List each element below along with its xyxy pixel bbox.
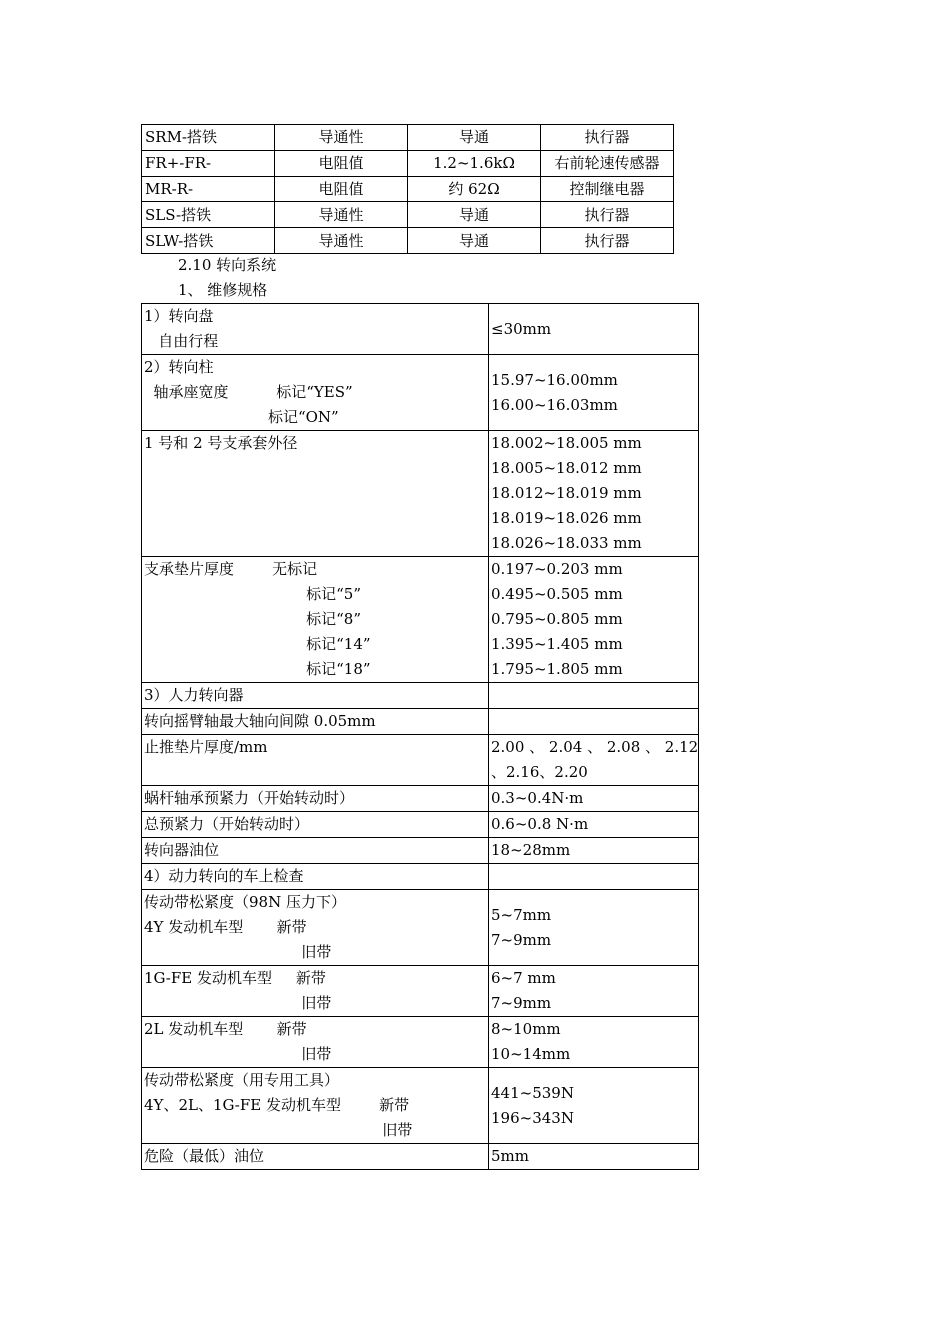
spec-value-cell	[489, 355, 699, 431]
spec-item-line: 标记“8”	[144, 610, 361, 628]
spec-item-line: 1 号和 2 号支承套外径	[144, 434, 298, 452]
spec-value-cell	[489, 304, 699, 355]
table-cell: 导通性	[275, 228, 408, 254]
spec-item-line: 4Y 发动机车型 新带	[144, 918, 307, 936]
spec-value-line	[491, 709, 698, 734]
spec-value-line: 18~28mm	[491, 841, 571, 859]
spec-value-cell	[489, 1017, 699, 1068]
table-row	[142, 709, 699, 735]
spec-item-cell	[142, 431, 489, 557]
spec-item-cell	[142, 735, 489, 786]
spec-item-line: 转向器油位	[144, 841, 220, 859]
spec-value-line: 6~7 mm	[491, 969, 556, 987]
spec-value-cell	[489, 966, 699, 1017]
spec-value-cell	[489, 786, 699, 812]
spec-item-cell	[142, 966, 489, 1017]
spec-item-line: 自由行程	[144, 332, 219, 350]
spec-value-line: 0.197~0.203 mm	[491, 560, 623, 578]
spec-value-line: 5~7mm	[491, 905, 552, 924]
spec-value-line: 18.026~18.033 mm	[491, 534, 642, 552]
spec-item-line: 4）动力转向的车上检查	[144, 867, 304, 885]
spec-item-cell	[142, 1144, 489, 1170]
table-row	[142, 355, 699, 431]
spec-value-line: 7~9mm	[491, 994, 552, 1012]
spec-item-cell	[142, 355, 489, 431]
spec-value-line: 441~539N	[491, 1083, 574, 1102]
spec-item-line: 旧带	[144, 1045, 332, 1063]
spec-item-cell	[142, 890, 489, 966]
spec-value-line: 0.3~0.4N·m	[491, 789, 584, 807]
spec-item-line: 1）转向盘	[144, 307, 214, 325]
table-cell: 执行器	[541, 202, 674, 228]
spec-value-cell	[489, 838, 699, 864]
table-cell: 1.2~1.6kΩ	[408, 150, 541, 176]
table-cell: 执行器	[541, 228, 674, 254]
spec-item-cell	[142, 786, 489, 812]
spec-value-cell	[489, 812, 699, 838]
spec-item-line: 危险（最低）油位	[144, 1147, 265, 1165]
spec-value-line: 16.00~16.03mm	[491, 395, 618, 414]
table-cell: 执行器	[541, 125, 674, 151]
spec-value-line: 18.002~18.005 mm	[491, 434, 642, 452]
spec-item-line: 旧带	[144, 1121, 413, 1139]
table-cell: 电阻值	[275, 150, 408, 176]
table-cell: 右前轮速传感器	[541, 150, 674, 176]
circuit-check-table	[141, 124, 674, 254]
spec-item-cell	[142, 1017, 489, 1068]
spec-value-line	[491, 683, 698, 708]
spec-value-cell	[489, 709, 699, 735]
table-row	[142, 557, 699, 683]
table-cell: 导通性	[275, 202, 408, 228]
spec-value-line: 15.97~16.00mm	[491, 370, 618, 389]
spec-item-line: 标记“5”	[144, 585, 361, 603]
spec-item-line: 传动带松紧度（98N 压力下）	[144, 893, 346, 911]
spec-value-cell	[489, 557, 699, 683]
spec-value-line: 0.795~0.805 mm	[491, 610, 623, 628]
table-row	[142, 125, 674, 151]
spec-item-line	[144, 506, 488, 531]
table-row	[142, 890, 699, 966]
spec-value-line: ≤30mm	[491, 319, 552, 338]
table-cell: SLS-搭铁	[142, 202, 275, 228]
table-row	[142, 812, 699, 838]
table-row	[142, 202, 674, 228]
table-row	[142, 786, 699, 812]
spec-item-cell	[142, 683, 489, 709]
spec-value-line: 2.00 、 2.04 、 2.08 、 2.12	[491, 738, 699, 756]
table-row	[142, 735, 699, 786]
spec-item-cell	[142, 709, 489, 735]
section-title: 2.10 转向系统	[178, 256, 277, 274]
table-row	[142, 966, 699, 1017]
spec-item-line: 标记“18”	[144, 660, 371, 678]
table-cell: 导通性	[275, 125, 408, 151]
spec-item-line	[144, 531, 488, 556]
spec-value-cell	[489, 431, 699, 557]
spec-item-line: 支承垫片厚度 无标记	[144, 560, 318, 578]
spec-value-cell	[489, 890, 699, 966]
spec-item-line: 3）人力转向器	[144, 686, 244, 704]
spec-item-cell	[142, 304, 489, 355]
subsection-title: 1、 维修规格	[178, 281, 268, 299]
table-cell: 约 62Ω	[408, 176, 541, 202]
spec-item-cell	[142, 1068, 489, 1144]
spec-item-line: 旧带	[144, 994, 332, 1012]
spec-item-cell	[142, 838, 489, 864]
table-row	[142, 838, 699, 864]
spec-item-line	[144, 760, 488, 785]
table-cell: FR+-FR-	[142, 150, 275, 176]
table-cell: 导通	[408, 228, 541, 254]
spec-item-line	[144, 481, 488, 506]
steering-spec-table	[141, 303, 699, 1170]
spec-value-cell	[489, 1144, 699, 1170]
spec-item-line: 2）转向柱	[144, 358, 214, 376]
table-row	[142, 431, 699, 557]
spec-value-line: 8~10mm	[491, 1020, 561, 1038]
spec-item-line: 传动带松紧度（用专用工具）	[144, 1071, 340, 1089]
spec-value-line: 10~14mm	[491, 1045, 571, 1063]
spec-item-cell	[142, 864, 489, 890]
spec-item-line: 蜗杆轴承预紧力（开始转动时）	[144, 789, 355, 807]
spec-item-line: 旧带	[144, 943, 332, 961]
spec-item-line	[144, 456, 488, 481]
table-row	[142, 1068, 699, 1144]
spec-item-cell	[142, 557, 489, 683]
spec-value-cell	[489, 683, 699, 709]
table-cell: 控制继电器	[541, 176, 674, 202]
spec-item-line: 4Y、2L、1G-FE 发动机车型 新带	[144, 1096, 410, 1114]
spec-value-line: 5mm	[491, 1147, 529, 1165]
spec-item-line: 止推垫片厚度/mm	[144, 738, 268, 756]
spec-item-cell	[142, 812, 489, 838]
spec-value-cell	[489, 735, 699, 786]
table-cell: 导通	[408, 125, 541, 151]
spec-item-line: 轴承座宽度 标记“YES”	[144, 383, 353, 401]
spec-value-cell	[489, 864, 699, 890]
spec-value-line: 18.019~18.026 mm	[491, 509, 642, 527]
spec-value-line: 1.395~1.405 mm	[491, 635, 623, 653]
table-row	[142, 176, 674, 202]
spec-value-line: 1.795~1.805 mm	[491, 660, 623, 678]
table-row	[142, 228, 674, 254]
table-cell: 电阻值	[275, 176, 408, 202]
table-row	[142, 304, 699, 355]
table-row	[142, 150, 674, 176]
table-cell: SLW-搭铁	[142, 228, 275, 254]
spec-item-line: 2L 发动机车型 新带	[144, 1020, 307, 1038]
spec-item-line: 1G-FE 发动机车型 新带	[144, 969, 326, 987]
table-row	[142, 864, 699, 890]
spec-value-line: 0.6~0.8 N·m	[491, 815, 589, 833]
table-cell: 导通	[408, 202, 541, 228]
spec-item-line: 标记“ON”	[144, 408, 339, 426]
spec-value-line: 196~343N	[491, 1108, 574, 1127]
spec-item-line: 总预紧力（开始转动时）	[144, 815, 310, 833]
table-row	[142, 683, 699, 709]
spec-value-line: 7~9mm	[491, 930, 552, 949]
table-cell: SRM-搭铁	[142, 125, 275, 151]
spec-value-cell	[489, 1068, 699, 1144]
table-row	[142, 1144, 699, 1170]
table-row	[142, 1017, 699, 1068]
table-cell: MR-R-	[142, 176, 275, 202]
spec-value-line: 0.495~0.505 mm	[491, 585, 623, 603]
spec-item-line: 标记“14”	[144, 635, 371, 653]
spec-value-line: 、2.16、2.20	[491, 763, 588, 781]
spec-value-line: 18.012~18.019 mm	[491, 484, 642, 502]
spec-item-line: 转向摇臂轴最大轴向间隙 0.05mm	[144, 712, 376, 730]
spec-value-line	[491, 864, 698, 889]
spec-value-line: 18.005~18.012 mm	[491, 459, 642, 477]
